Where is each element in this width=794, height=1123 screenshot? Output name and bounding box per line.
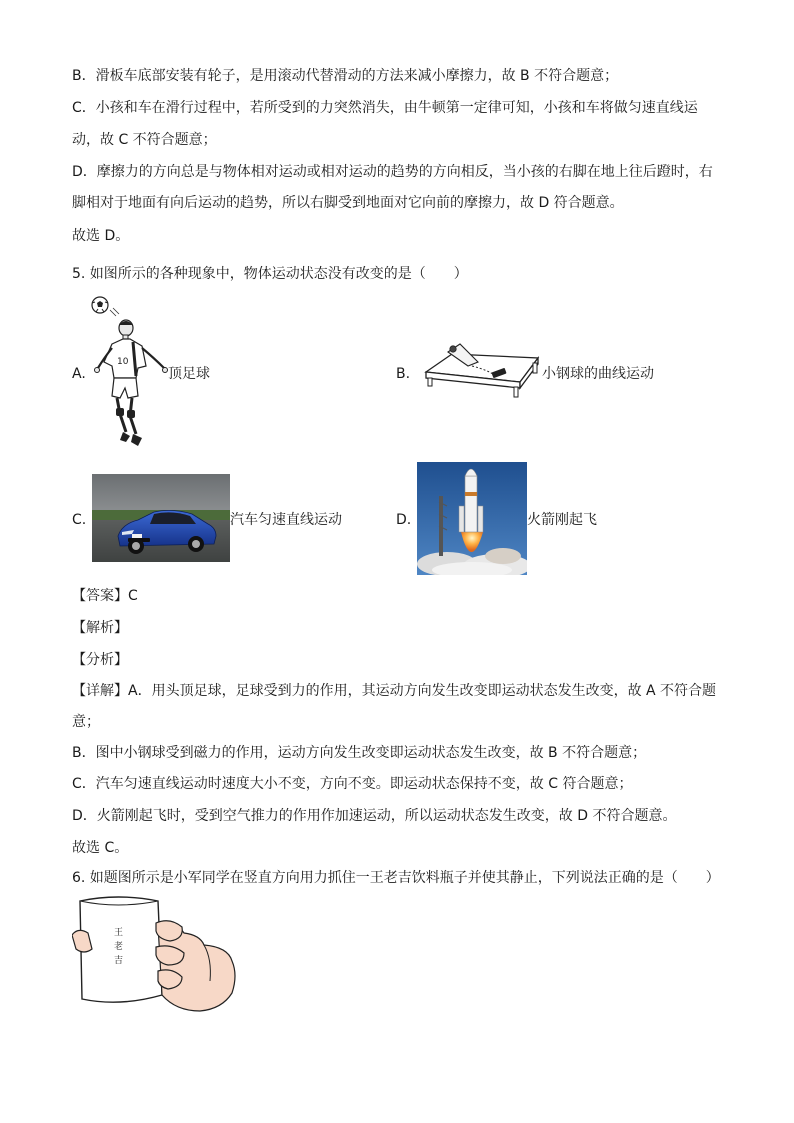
can-text-3: 吉 — [114, 956, 124, 966]
soccer-ball-icon — [92, 297, 108, 313]
option-a-text: 顶足球 — [168, 366, 210, 382]
blue-car-photo — [92, 474, 230, 562]
detail-line-d: D．火箭刚起飞时，受到空气推力的作用作加速运动，所以运动状态发生改变，故 D 不符合题意。 — [72, 808, 677, 824]
option-b-letter: B. — [396, 366, 411, 382]
text-line-choice-d: 故选 D。 — [72, 228, 130, 244]
detail-choice-c: 故选 C。 — [72, 840, 129, 856]
text-line-option-c-explanation-cont: 动，故 C 不符合题意； — [72, 132, 217, 148]
detail-line-a: 【详解】A．用头顶足球，足球受到力的作用，其运动方向发生改变即运动状态发生改变，故 A 不符合题 — [72, 683, 717, 699]
soccer-header-figure — [90, 292, 178, 452]
answer-label: 【答案】C — [72, 588, 138, 604]
can-text-2: 老 — [114, 942, 124, 952]
question-5-stem: 5. 如图所示的各种现象中，物体运动状态没有改变的是（ ） — [72, 266, 468, 282]
option-d-letter: D. — [396, 512, 412, 528]
question-6-stem: 6. 如题图所示是小军同学在竖直方向用力抓住一王老吉饮料瓶子并使其静止，下列说法正确的是（ ） — [72, 870, 720, 886]
rocket-launch-photo — [417, 462, 527, 575]
option-c-letter: C. — [72, 512, 87, 528]
text-line-option-d-explanation-cont: 脚相对于地面有向后运动的趋势，所以右脚受到地面对它向前的摩擦力，故 D 符合题意。 — [72, 195, 624, 211]
analysis-label: 【解析】 — [72, 620, 128, 636]
can-text-1: 王 — [114, 928, 124, 938]
option-b-text: 小钢球的曲线运动 — [542, 366, 654, 382]
detail-line-a-cont: 意； — [72, 714, 100, 730]
option-c-text: 汽车匀速直线运动 — [230, 512, 342, 528]
text-line-option-b-explanation: B．滑板车底部安装有轮子，是用滚动代替滑动的方法来减小摩擦力，故 B 不符合题意； — [72, 68, 619, 84]
option-a-letter: A. — [72, 366, 86, 382]
text-line-option-c-explanation: C．小孩和车在滑行过程中，若所受到的力突然消失，由牛顿第一定律可知，小孩和车将做匀速直线运 — [72, 100, 698, 116]
steel-ball-board-figure — [420, 340, 542, 412]
text-line-option-d-explanation: D．摩擦力的方向总是与物体相对运动或相对运动的趋势的方向相反，当小孩的右脚在地上往后蹬时，右 — [72, 164, 713, 180]
detail-line-b: B．图中小钢球受到磁力的作用，运动方向发生改变即运动状态发生改变，故 B 不符合题意； — [72, 745, 647, 761]
detail-line-c: C．汽车匀速直线运动时速度大小不变，方向不变。即运动状态保持不变，故 C 符合题意； — [72, 776, 633, 792]
hand-holding-can-figure — [72, 895, 238, 1013]
fenxi-label: 【分析】 — [72, 652, 128, 668]
svg-text:10: 10 — [117, 357, 129, 367]
option-d-text: 火箭刚起飞 — [527, 512, 597, 528]
